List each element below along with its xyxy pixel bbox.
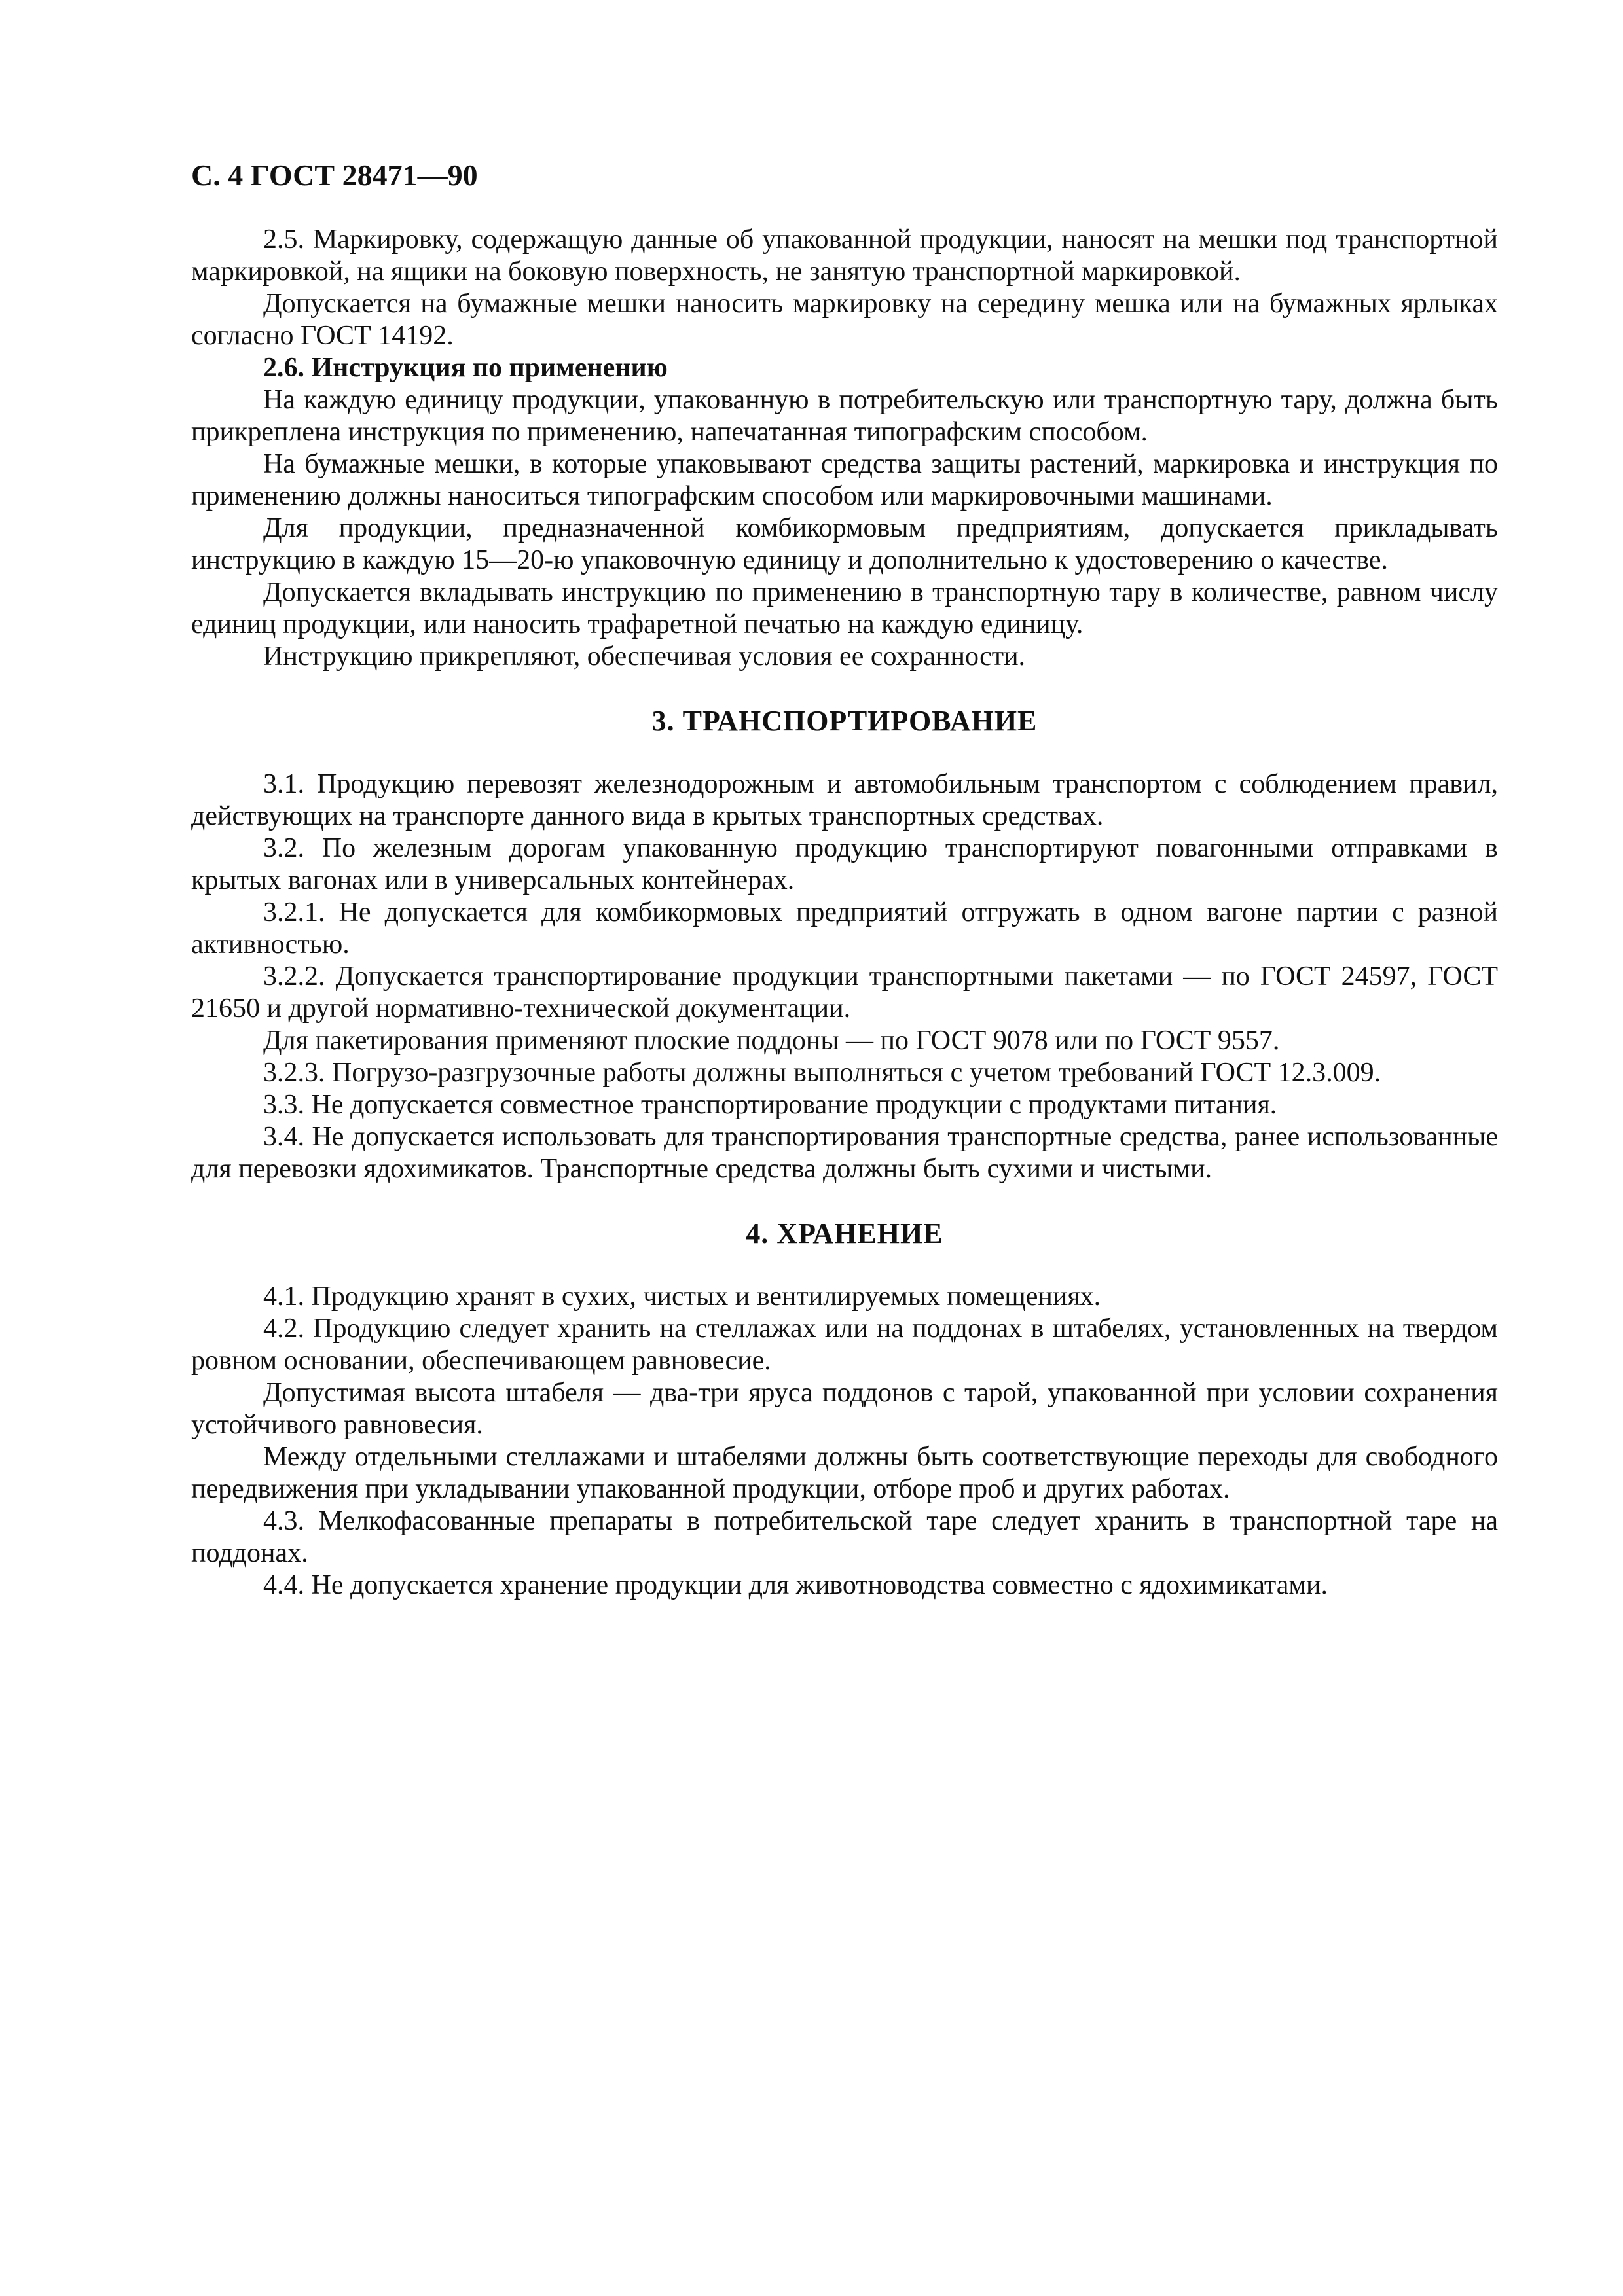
paragraph-4-1: 4.1. Продукцию хранят в сухих, чистых и вентилируемых помещениях. [263,1282,1101,1312]
page-header: С. 4 ГОСТ 28471—90 [191,158,478,192]
paragraph-4-2-note-1: Допустимая высота штабеля — два-три яруса поддонов с тарой, упакованной при условии сохранения устойчивого равновесия. [191,1378,1498,1440]
paragraph-4-2-note-2: Между отдельными стеллажами и штабелями должны быть соответствующие переходы для свободного передвижения при укладывании упакованной продукции, отборе проб и других работах. [191,1442,1498,1504]
paragraph-4-2: 4.2. Продукцию следует хранить на стеллажах или на поддонах в штабелях, установленных на твердом ровном основании, обеспечивающем равновесие. [191,1314,1498,1376]
paragraph-2-6-3: Для продукции, предназначенной комбикормовым предприятиям, допускается прикладывать инструкцию в каждую 15—20-ю упаковочную единицу и дополнительно к удостоверению о качестве. [191,513,1498,575]
paragraph-3-4: 3.4. Не допускается использовать для транспортирования транспортные средства, ранее использованные для перевозки ядохимикатов. Транспортные средства должны быть сухими и чистыми. [191,1122,1498,1184]
paragraph-3-2-2: 3.2.2. Допускается транспортирование продукции транспортными пакетами — по ГОСТ 24597, ГОСТ 21650 и другой нормативно-технической документации. [191,961,1498,1024]
paragraph-2-5-note: Допускается на бумажные мешки наносить маркировку на середину мешка или на бумажных ярлыках согласно ГОСТ 14192. [191,289,1498,351]
paragraph-3-2-3: 3.2.3. Погрузо-разгрузочные работы должны выполняться с учетом требований ГОСТ 12.3.009. [263,1058,1381,1088]
paragraph-2-5: 2.5. Маркировку, содержащую данные об упакованной продукции, наносят на мешки под транспортной маркировкой, на ящики на боковую поверхность, не занятую транспортной маркировкой. [191,224,1498,287]
paragraph-2-6-2: На бумажные мешки, в которые упаковывают средства защиты растений, маркировка и инструкция по применению должны наноситься типографским способом или маркировочными машинами. [191,449,1498,511]
paragraph-4-4: 4.4. Не допускается хранение продукции для животноводства совместно с ядохимикатами. [263,1570,1328,1600]
section-title-transport: 3. ТРАНСПОРТИРОВАНИЕ [651,705,1038,737]
paragraph-3-2-1: 3.2.1. Не допускается для комбикормовых предприятий отгружать в одном вагоне партии с разной активностью. [191,897,1498,960]
paragraph-3-3: 3.3. Не допускается совместное транспортирование продукции с продуктами питания. [263,1090,1277,1120]
paragraph-3-2-2-note: Для пакетирования применяют плоские поддоны — по ГОСТ 9078 или по ГОСТ 9557. [263,1026,1280,1056]
subsection-title-2-6: 2.6. Инструкция по применению [263,353,668,383]
section-title-storage: 4. ХРАНЕНИЕ [746,1217,943,1249]
paragraph-4-3: 4.3. Мелкофасованные препараты в потребительской таре следует хранить в транспортной таре на поддонах. [191,1506,1498,1568]
paragraph-3-1: 3.1. Продукцию перевозят железнодорожным и автомобильным транспортом с соблюдением правил, действующих на транспорте данного вида в крытых транспортных средствах. [191,769,1498,831]
paragraph-2-6-4: Допускается вкладывать инструкцию по применению в транспортную тару в количестве, равном числу единиц продукции, или наносить трафаретной печатью на каждую единицу. [191,577,1498,639]
paragraph-3-2: 3.2. По железным дорогам упакованную продукцию транспортируют повагонными отправками в крытых вагонах или в универсальных контейнерах. [191,833,1498,895]
paragraph-2-6-1: На каждую единицу продукции, упакованную в потребительскую или транспортную тару, должна быть прикреплена инструкция по применению, напечатанная типографским способом. [191,385,1498,447]
paragraph-2-6-5: Инструкцию прикрепляют, обеспечивая условия ее сохранности. [263,641,1026,672]
document-page [191,156,1498,1602]
